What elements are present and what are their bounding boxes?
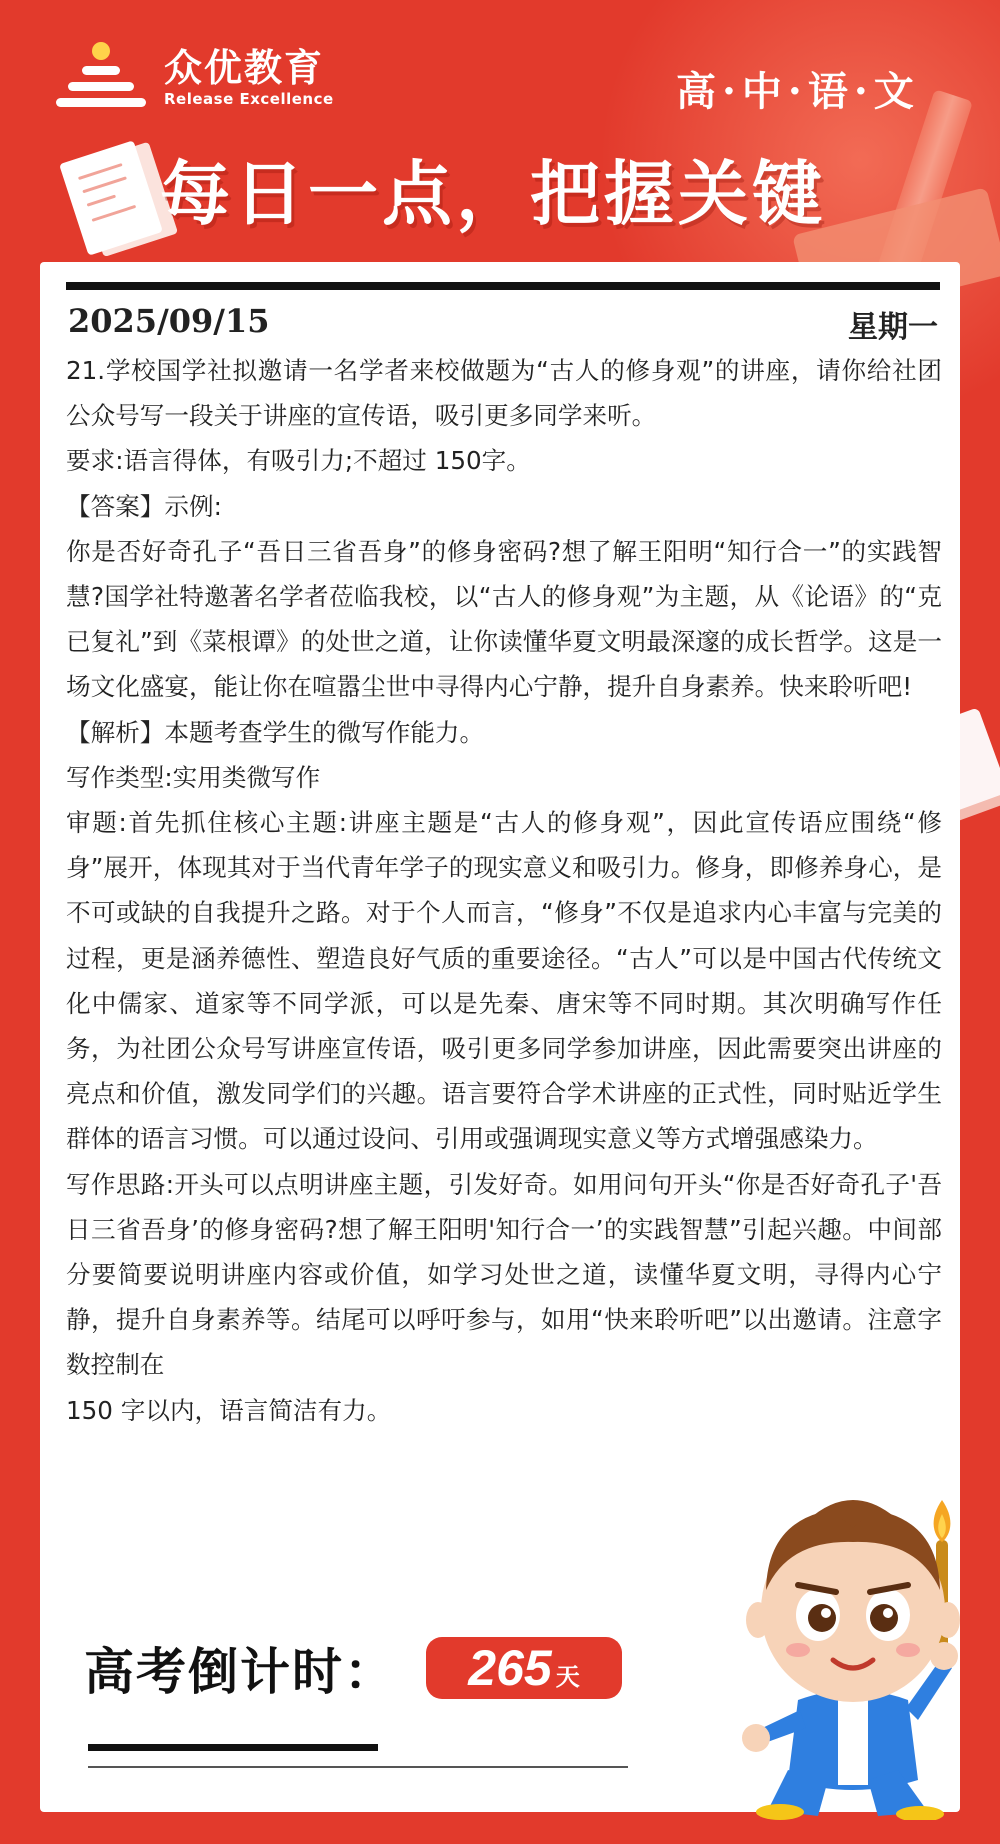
exam-countdown: [84, 1632, 622, 1704]
article-body: [66, 348, 942, 1433]
subject-title: 高·中·语·文: [676, 68, 920, 115]
brand-logo: [56, 42, 334, 112]
analysis-heading: 【解析】本题考查学生的微写作能力。: [66, 717, 485, 747]
weekday: 星期一: [848, 310, 938, 345]
slogan-heading: 每日一点，把握关键: [160, 153, 826, 235]
countdown-unit: 天: [555, 1663, 580, 1691]
divider: [88, 1744, 378, 1751]
answer-paragraph: 你是否好奇孔子“吾日三省吾身”的修身密码?想了解王阳明“知行合一”的实践智慧?国学社特邀著名学者莅临我校，以“古人的修身观”为主题，从《论语》的“克已复礼”到《菜根谭》的处世之道，让你读懂华夏文明最深邃的成长哲学。这是一场文化盛宴，能让你在喧嚣尘世中寻得内心宁静，提升自身素养。快来聆听吧!: [66, 536, 942, 702]
question-paragraph: 21.学校国学社拟邀请一名学者来校做题为“古人的修身观”的讲座，请你给社团公众号写一段关于讲座的宣传语，吸引更多同学来听。: [66, 356, 942, 431]
brand-tagline: Release Excellence: [164, 90, 334, 108]
answer-heading: 【答案】示例:: [66, 491, 222, 521]
approach-paragraph: 写作思路:开头可以点明讲座主题，引发好奇。如用问句开头“你是否好奇孔子'吾日三省吾身’的修身密码?想了解王阳明'知行合一’的实践智慧”引起兴趣。中间部分要简要说明讲座内容或价值，如学习处世之道，读懂华夏文明，寻得内心宁静，提升自身素养等。结尾可以呼吁参与，如用“快来聆听吧”以出邀请。注意字数控制在: [66, 1169, 942, 1380]
analysis-paragraph: 审题:首先抓住核心主题:讲座主题是“古人的修身观”，因此宣传语应围绕“修身”展开，体现其对于当代青年学子的现实意义和吸引力。修身，即修养身心，是不可或缺的自我提升之路。对于个人而言，“修身”不仅是追求内心丰富与完美的过程，更是涵养德性、塑造良好气质的重要途径。“古人”可以是中国古代传统文化中儒家、道家等不同学派，可以是先秦、唐宋等不同时期。其次明确写作任务，为社团公众号写讲座宣传语，吸引更多同学参加讲座，因此需要突出讲座的亮点和价值，激发同学们的兴趣。语言要符合学术讲座的正式性，同时贴近学生群体的语言习惯。可以通过设问、引用或强调现实意义等方式增强感染力。: [66, 808, 942, 1154]
countdown-badge: [426, 1637, 622, 1699]
logo-icon: [56, 42, 148, 112]
countdown-days: 265: [468, 1640, 552, 1696]
divider: [88, 1766, 628, 1768]
mascot-illustration: [728, 1480, 978, 1820]
approach-ending: 150 字以内，语言简洁有力。: [66, 1395, 392, 1425]
divider: [66, 282, 940, 290]
date: 2025/09/15: [68, 302, 270, 340]
writing-type: 写作类型:实用类微写作: [66, 762, 321, 792]
countdown-label: 高考倒计时：: [84, 1643, 396, 1701]
brand-name: 众优教育: [164, 46, 325, 90]
requirement-paragraph: 要求:语言得体，有吸引力;不超过 150字。: [66, 446, 531, 476]
